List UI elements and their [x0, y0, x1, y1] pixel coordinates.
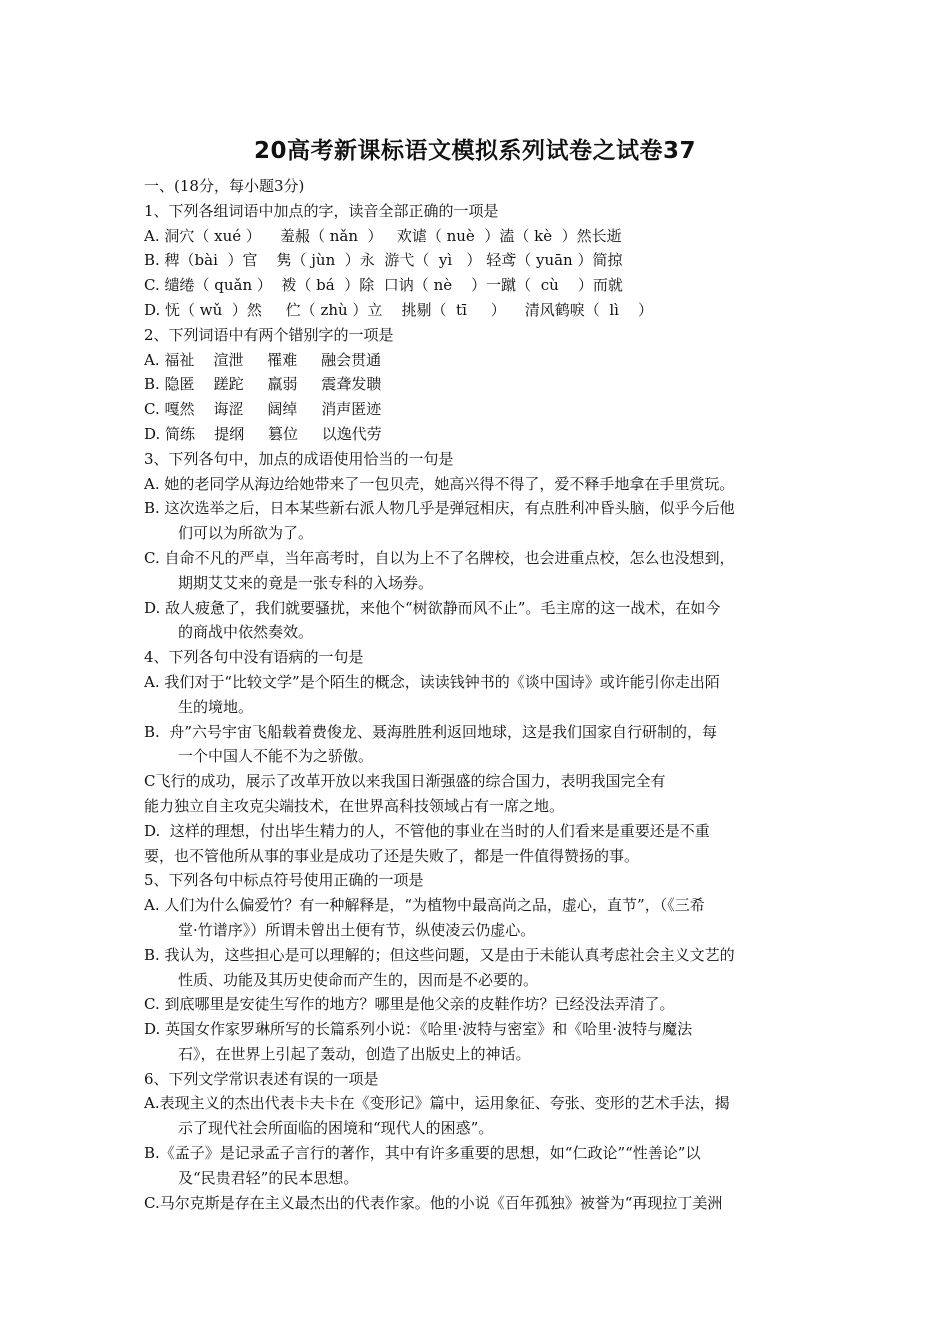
text-line: B. 这次选举之后，日本某些新右派人物几乎是弹冠相庆，有点胜利冲昏头脑，似乎今后他: [144, 499, 735, 518]
text-line: A. 她的老同学从海边给她带来了一包贝壳，她高兴得不得了，爱不释手地拿在手里赏玩。: [144, 474, 735, 493]
text-line: 能力独立自主攻克尖端技术，在世界高科技领域占有一席之地。: [144, 796, 565, 815]
text-line: D. 怃（ wǔ ）然 伫（ zhù ）立 挑剔（ tī ） 清风鹤唳（ lì ）: [144, 300, 653, 319]
text-line: 的商战中依然奏效。: [178, 623, 314, 642]
text-line: 期期艾艾来的竟是一张专科的入场券。: [178, 573, 434, 592]
text-line: 性质、功能及其历史使命而产生的，因而是不必要的。: [178, 970, 539, 989]
text-line: D. 简练 提纲 篡位 以逸代劳: [144, 424, 382, 443]
text-line: 4、下列各句中没有语病的一句是: [144, 648, 364, 667]
text-line: 示了现代社会所面临的困境和“现代人的困惑”。: [178, 1119, 494, 1138]
text-line: B. 稗（bài ）官 隽（ jùn ）永 游弋（ yì ） 轻鸢（ yuān ）简掠: [144, 251, 623, 270]
text-line: B. 我认为，这些担心是可以理解的；但这些问题，又是由于未能认真考虑社会主义文艺的: [144, 945, 735, 964]
text-line: C. 自命不凡的严卓，当年高考时，自以为上不了名牌校，也会进重点校，怎么也没想到，: [144, 548, 735, 567]
text-line: C. 缱绻（ quǎn ） 袯（ bá ）除 口讷（ nè ）一蹴（ cù ）而就: [144, 276, 623, 295]
text-line: C.马尔克斯是存在主义最杰出的代表作家。他的小说《百年孤独》被誉为“再现拉丁美洲: [144, 1193, 723, 1212]
text-line: A. 福祉 渲泄 罹难 融会贯通: [144, 350, 382, 369]
text-line: 生的境地。: [178, 697, 254, 716]
text-line: 要，也不管他所从事的事业是成功了还是失败了，都是一件值得赞扬的事。: [144, 846, 640, 865]
text-line: D. 英国女作家罗琳所写的长篇系列小说：《哈里·波特与密室》和《哈里·波特与魔法: [144, 1020, 693, 1039]
page-title: 20高考新课标语文模拟系列试卷之试卷37: [253, 138, 696, 164]
text-line: B. 舟”六号宇宙飞船载着费俊龙、聂海胜胜利返回地球，这是我们国家自行研制的，每: [144, 722, 717, 741]
document-body: [144, 174, 808, 1215]
text-line: 2、下列词语中有两个错别字的一项是: [144, 325, 394, 344]
text-line: 们可以为所欲为了。: [178, 524, 314, 543]
text-line: D. 这样的理想，付出毕生精力的人，不管他的事业在当时的人们看来是重要还是不重: [144, 821, 710, 840]
text-line: 3、下列各句中，加点的成语使用恰当的一句是: [144, 449, 454, 468]
text-line: A. 人们为什么偏爱竹？有一种解释是，“为植物中最高尚之品，虚心，直节”，（《三希: [144, 896, 705, 915]
text-line: D. 敌人疲惫了，我们就要骚扰，来他个“树欲静而风不止”。毛主席的这一战术，在如今: [144, 598, 721, 617]
text-line: C. 嘎然 诲涩 阔绰 消声匿迹: [144, 400, 382, 419]
text-line: C飞行的成功，展示了改革开放以来我国日渐强盛的综合国力，表明我国完全有: [144, 772, 666, 791]
text-line: A. 我们对于“比较文学”是个陌生的概念，读读钱钟书的《谈中国诗》或许能引你走出陌: [144, 672, 720, 691]
text-line: 1、下列各组词语中加点的字，读音全部正确的一项是: [144, 201, 499, 220]
text-line: 一、(18分，每小题3分): [144, 177, 305, 195]
text-line: A. 洞穴（ xué ） 羞赧（ nǎn ） 欢谑（ nuè ）溘（ kè ）然长逝: [144, 226, 622, 245]
text-line: 石》，在世界上引起了轰动，创造了出版史上的神话。: [178, 1044, 531, 1063]
text-line: B.《孟子》是记录孟子言行的著作，其中有许多重要的思想，如“仁政论”“性善论”以: [144, 1144, 701, 1163]
text-line: C. 到底哪里是安徒生写作的地方？哪里是他父亲的皮鞋作坊？已经没法弄清了。: [144, 995, 675, 1014]
text-line: A.表现主义的杰出代表卡夫卡在《变形记》篇中，运用象征、夸张、变形的艺术手法，揭: [144, 1094, 730, 1113]
text-line: 堂·竹谱序》）所谓未曾出土便有节，纵使凌云仍虚心。: [178, 920, 536, 939]
text-line: 5、下列各句中标点符号使用正确的一项是: [144, 871, 424, 890]
text-line: 及“民贵君轻”的民本思想。: [178, 1168, 359, 1187]
text-line: 一个中国人不能不为之骄傲。: [178, 747, 374, 766]
text-line: 6、下列文学常识表述有误的一项是: [144, 1069, 379, 1088]
text-line: B. 隐匿 蹉跎 羸弱 震聋发聩: [144, 375, 382, 394]
